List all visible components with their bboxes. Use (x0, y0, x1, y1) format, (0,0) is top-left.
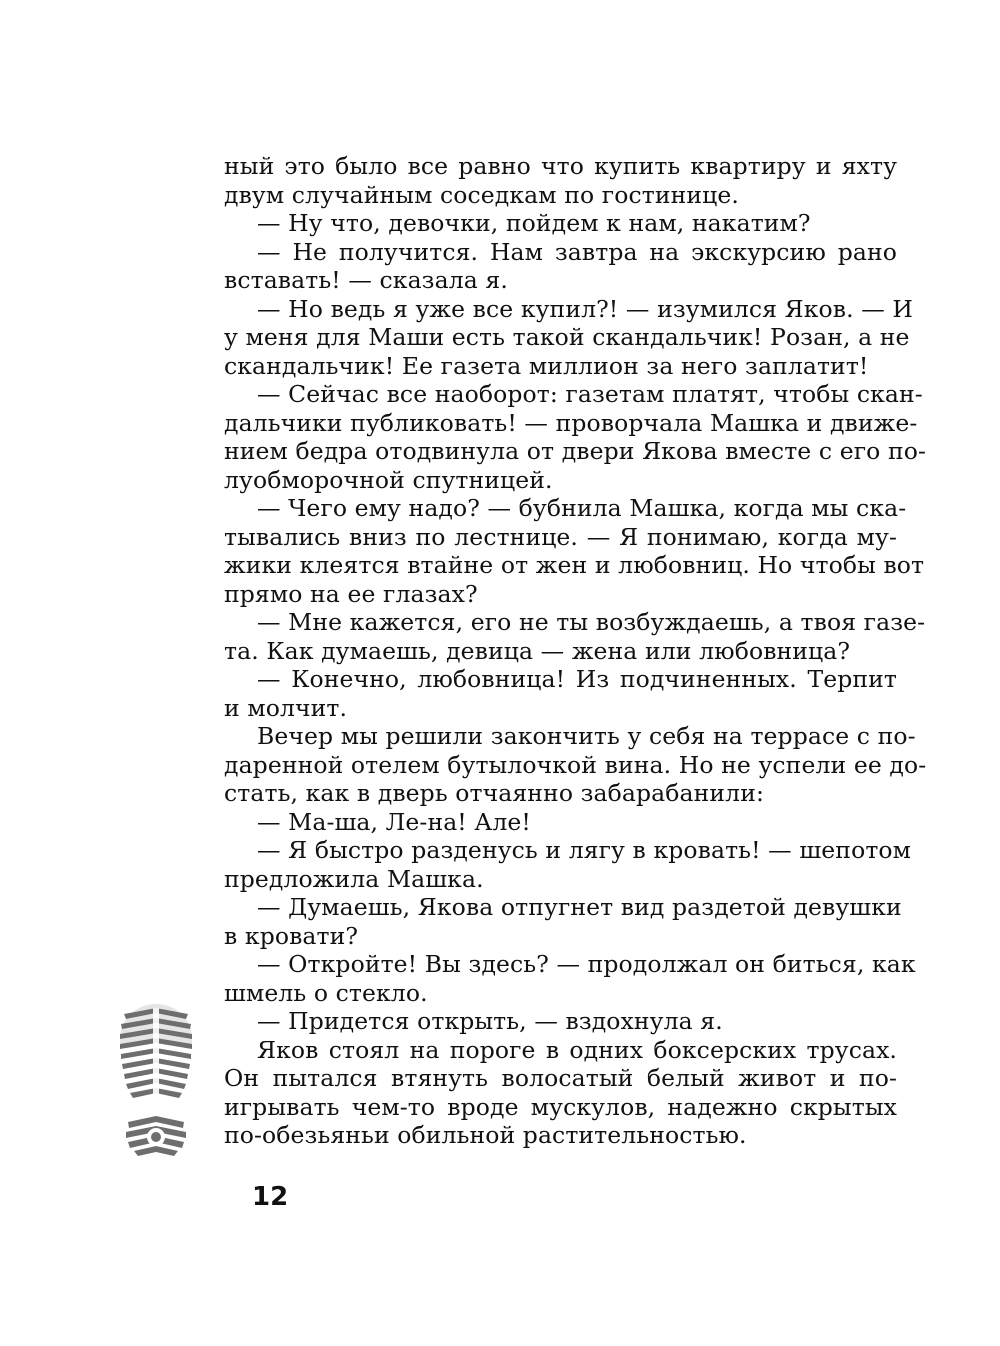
text-line: — Ма-ша, Ле-на! Але! (257, 807, 531, 836)
text-line: тывались вниз по лестнице. — Я понимаю, когда му- (224, 522, 897, 551)
text-line: игрывать чем-то вроде мускулов, надежно скрытых (224, 1092, 897, 1121)
text-line: — Я быстро разденусь и лягу в кровать! — шепотом (257, 836, 912, 864)
text-line: вставать! — сказала я. (224, 266, 508, 294)
text-line: та. Как думаешь, девица — жена или любовница? (224, 636, 851, 665)
text-line: Яков стоял на пороге в одних боксерских трусах. (257, 1035, 897, 1064)
text-line: ный это было все равно что купить квартиру и яхту (224, 152, 897, 180)
text-line: нием бедра отодвинула от двери Якова вместе с его по- (224, 437, 926, 465)
text-line: — Откройте! Вы здесь? — продолжал он биться, как (257, 950, 916, 978)
text-line: жики клеятся втайне от жен и любовниц. Но чтобы вот (224, 551, 925, 579)
text-line: у меня для Маши есть такой скандальчик! Розан, а не (224, 323, 910, 351)
text-line: — Конечно, любовница! Из подчиненных. Терпит (257, 665, 897, 693)
text-line: двум случайным соседкам по гостинице. (224, 180, 739, 209)
text-line: — Чего ему надо? — бубнила Машка, когда мы ска- (257, 494, 907, 522)
text-line: — Сейчас все наоборот: газетам платят, чтобы скан- (257, 380, 923, 408)
text-line: Вечер мы решили закончить у себя на террасе с по- (257, 722, 916, 750)
text-line: — Придется открыть, — вздохнула я. (257, 1007, 723, 1035)
text-line: дальчики публиковать! — проворчала Машка и движе- (224, 408, 918, 437)
text-line: — Не получится. Нам завтра на экскурсию рано (257, 237, 897, 266)
text-line: луобморочной спутницей. (224, 465, 553, 494)
text-line: по-обезьяньи обильной растительностью. (224, 1121, 747, 1149)
text-line: — Мне кажется, его не ты возбуждаешь, а твоя газе- (257, 608, 926, 636)
text-line: и молчит. (224, 693, 348, 722)
body-text (224, 152, 927, 1150)
text-line: — Думаешь, Якова отпугнет вид раздетой девушки (257, 893, 902, 921)
text-line: предложила Машка. (224, 864, 484, 893)
text-line: шмель о стекло. (224, 978, 428, 1007)
text-line: Он пытался втянуть волосатый белый живот и по- (224, 1064, 897, 1092)
text-line: даренной отелем бутылочкой вина. Но не успели ее до- (224, 750, 927, 779)
text-line: — Ну что, девочки, пойдем к нам, накатим? (257, 209, 811, 237)
text-line: в кровати? (224, 921, 359, 950)
footprint-icon (116, 1000, 196, 1162)
text-line: скандальчик! Ее газета миллион за него заплатит! (224, 351, 869, 380)
text-line: прямо на ее глазах? (224, 579, 478, 608)
text-line: — Но ведь я уже все купил?! — изумился Яков. — И (257, 294, 913, 323)
page-number: 12 (252, 1182, 289, 1212)
text-line: стать, как в дверь отчаянно забарабанили: (224, 779, 764, 807)
